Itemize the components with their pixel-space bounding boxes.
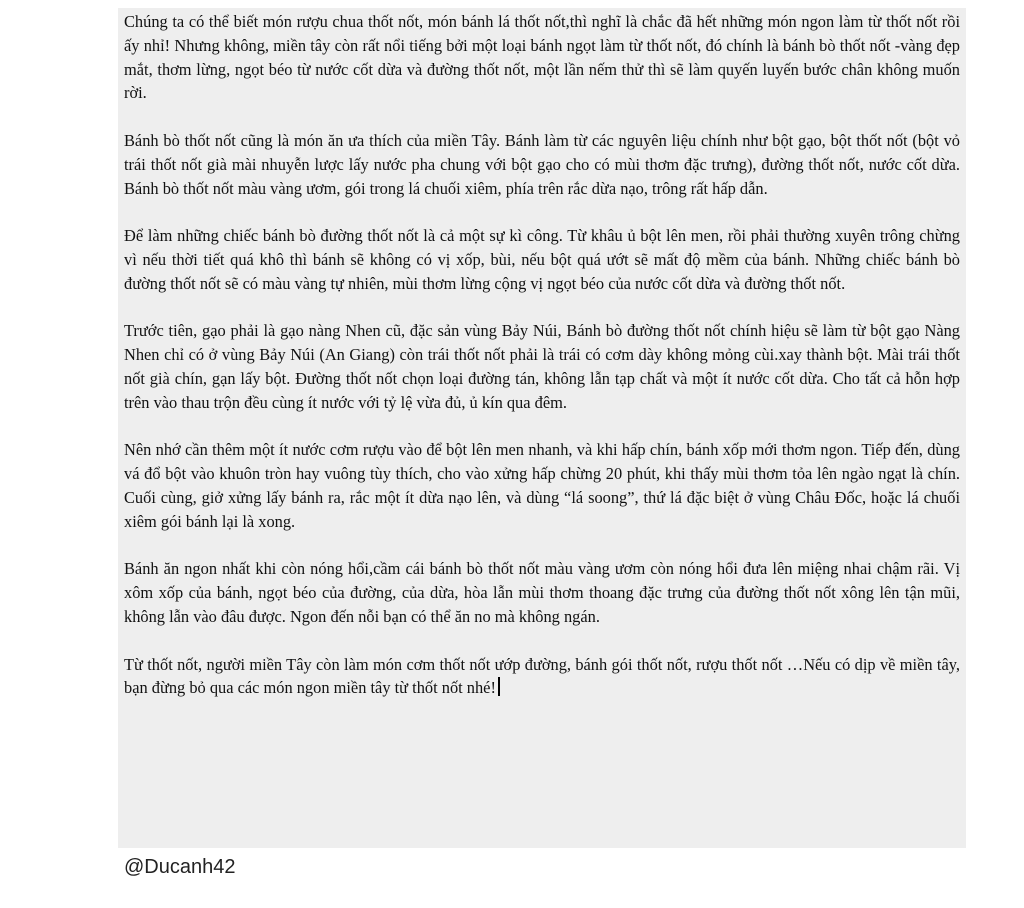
paragraph-7-text: Từ thốt nốt, người miền Tây còn làm món cơm thốt nốt ướp đường, bánh gói thốt nốt, rượu thốt nốt …Nếu có dịp về miền tây, bạn đừng bỏ qua các món ngon miền tây từ thốt nốt nhé! [124, 654, 960, 698]
author-signature: @Ducanh42 [124, 856, 236, 878]
article-text-area[interactable] [118, 8, 966, 848]
paragraph-4: Trước tiên, gạo phải là gạo nàng Nhen cũ, đặc sản vùng Bảy Núi, Bánh bò đường thốt nốt chính hiệu sẽ làm từ bột gạo Nàng Nhen chỉ có ở vùng Bảy Núi (An Giang) còn trái thốt nốt phải là trái có cơm dày không mỏng cùi.xay thành bột. Mài trái thốt nốt già chín, gạn lấy bột. Đường thốt nốt chọn loại đường tán, không lẫn tạp chất và một ít nước cốt dừa. Cho tất cả hỗn hợp trên vào thau trộn đều cùng ít nước với tỷ lệ vừa đủ, ủ kín qua đêm. [124, 321, 960, 412]
paragraph-2: Bánh bò thốt nốt cũng là món ăn ưa thích của miền Tây. Bánh làm từ các nguyên liệu chính như bột gạo, bột thốt nốt (bột vỏ trái thốt nốt già mài nhuyễn lược lấy nước pha chung với bột gạo cho có mùi thơm đặc trưng), đường thốt nốt, nước cốt dừa. Bánh bò thốt nốt màu vàng ươm, gói trong lá chuối xiêm, phía trên rắc dừa nạo, trông rất hấp dẫn. [124, 130, 960, 198]
paragraph-7 [124, 653, 960, 701]
text-cursor [498, 677, 500, 696]
paragraph-3: Để làm những chiếc bánh bò đường thốt nốt là cả một sự kì công. Từ khâu ủ bột lên men, rồi phải thường xuyên trông chừng vì nếu thời tiết quá khô thì bánh sẽ không có vị xốp, bùi, nếu bột quá ướt sẽ mất độ mềm của bánh. Những chiếc bánh bò đường thốt nốt sẽ có màu vàng tự nhiên, mùi thơm lừng cộng vị ngọt béo của nước cốt dừa và đường thốt nốt. [124, 226, 960, 293]
paragraph-5: Nên nhớ cần thêm một ít nước cơm rượu vào để bột lên men nhanh, và khi hấp chín, bánh xốp mới thơm ngon. Tiếp đến, dùng vá đổ bột vào khuôn tròn hay vuông tùy thích, cho vào xửng hấp chừng 20 phút, khi thấy mùi thơm tỏa lên ngào ngạt là chín. Cuối cùng, giở xửng lấy bánh ra, rắc một ít dừa nạo lên, và dùng “lá soong”, thứ lá đặc biệt ở vùng Châu Đốc, hoặc lá chuối xiêm gói bánh lại là xong. [124, 440, 960, 531]
paragraph-6: Bánh ăn ngon nhất khi còn nóng hổi,cầm cái bánh bò thốt nốt màu vàng ươm còn nóng hổi đưa lên miệng nhai chậm rãi. Vị xôm xốp của bánh, ngọt béo của đường, của dừa, hòa lẫn mùi thơm thoang đặc trưng của đường thốt nốt xông lên tận mũi, không lẫn vào đâu được. Ngon đến nỗi bạn có thể ăn no mà không ngán. [124, 559, 960, 626]
paragraph-1: Chúng ta có thể biết món rượu chua thốt nốt, món bánh lá thốt nốt,thì nghĩ là chắc đã hết những món ngon làm từ thốt nốt rồi ấy nhỉ! Nhưng không, miền tây còn rất nổi tiếng bởi một loại bánh ngọt làm từ thốt nốt, đó chính là bánh bò thốt nốt -vàng đẹp mắt, thơm lừng, ngọt béo từ nước cốt dừa và đường thốt nốt, một lần nếm thử thì sẽ làm quyến luyến bước chân không muốn rời. [124, 12, 960, 103]
